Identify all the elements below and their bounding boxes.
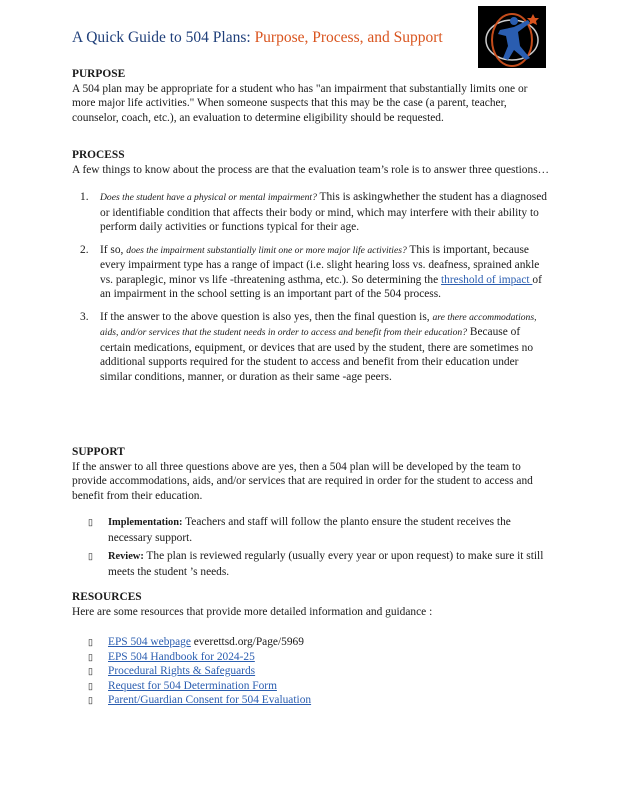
support-text: If the answer to all three questions above are yes, then a 504 plan will be developed by the team to provide accommodations, aids, and/or services that are required in order for the student to access and benefit from their education.: [72, 460, 533, 502]
resource-item-handbook: [72, 650, 552, 665]
bullet-icon: ▯: [88, 680, 93, 691]
question-1-text: Does the student have a physical or mental impairment?: [100, 192, 317, 203]
resource-item-consent: [72, 693, 552, 708]
eps-504-handbook-link[interactable]: EPS 504 Handbook for 2024-25: [108, 650, 255, 663]
logo-graphic: [478, 6, 546, 68]
resources-links: [72, 635, 552, 708]
support-heading: SUPPORT: [72, 446, 125, 458]
support-bullet-implementation: ▯ Implementation: Teachers and staff will follow the planto ensure the student receives the necessary support.: [88, 516, 511, 544]
support-bullets: [72, 515, 552, 579]
resources-intro: Here are some resources that provide more detailed information and guidance :: [72, 605, 433, 618]
process-question-3: 3. If the answer to the above question is also yes, then the final question is, are there accommodations, aids, and/or services that the student needs in order to access and benefit from their education? Because of certain medications, equipment, or devices that are used by the student, there are sometimes no additional supports required for the student to access and benefit from their education under similar conditions, manner, or duration as their same -age peers.: [80, 310, 537, 383]
bullet-icon: ▯: [88, 551, 93, 561]
district-logo: [478, 6, 546, 68]
bullet-icon: ▯: [88, 637, 93, 647]
request-504-form-link[interactable]: Request for 504 Determination Form: [108, 679, 277, 692]
process-intro: A few things to know about the process are that the evaluation team’s role is to answer three questions…: [72, 163, 550, 176]
parent-consent-link[interactable]: Parent/Guardian Consent for 504 Evaluation: [108, 694, 312, 706]
resources-heading: RESOURCES: [72, 591, 142, 603]
purpose-heading: PURPOSE: [72, 68, 126, 80]
resource-item-rights: [72, 664, 552, 679]
support-section: [72, 445, 552, 579]
question-2-text: does the impairment substantially limit one or more major life activities?: [126, 244, 407, 256]
question-3-explanation: Because of certain medications, equipment, or devices that are used by the student, there are sometimes no additional supports required for the student to access and benefit from their education under similar conditions, manner, or duration as their same -age peers.: [100, 326, 534, 383]
resources-section: [72, 590, 552, 708]
process-heading: PROCESS: [72, 149, 125, 161]
resource-item-request-form: [72, 679, 552, 694]
question-3-text: are there accommodations, aids, and/or services that the student needs in order to access and benefit from their education?: [100, 311, 537, 338]
bullet-icon: ▯: [88, 517, 93, 527]
process-question-2: 2. If so, does the impairment substantially limit one or more major life activities? This is important, because every impairment type has a range of impact (i.e. slight hearing loss vs. deafness, sprained ankle vs. paraplegic, minor vs life -threatening asthma, etc.). So determining the threshold of impact of an impairment in the school setting is an important part of the 504 process.: [80, 243, 542, 300]
purpose-text: A 504 plan may be appropriate for a student who has "an impairment that substantially limits one or more major life activities." When someone suspects that this may be the case (a parent, teacher, counselor, coach, etc.), an evaluation to determine eligibility should be requested.: [72, 82, 528, 124]
bullet-icon: ▯: [88, 651, 93, 662]
bullet-icon: ▯: [88, 666, 93, 676]
page-title: [72, 31, 443, 46]
bullet-icon: ▯: [88, 695, 93, 705]
process-question-1: 1. Does the student have a physical or mental impairment? This is askingwhether the student has a diagnosed or identifiable condition that affects their body or mind, which may interfere with their ability to perform daily activities or functions typical for their age.: [80, 191, 547, 233]
eps-504-webpage-link[interactable]: EPS 504 webpage: [108, 636, 191, 648]
question-1-explanation: This is askingwhether the student has a diagnosed or identifiable condition that affects their body or mind, which may interfere with their ability to perform daily activities or functions typical for their age.: [100, 191, 547, 233]
support-bullet-review: ▯ Review: The plan is reviewed regularly (usually every year or upon request) to make sure it still meets the student ’s needs.: [88, 550, 544, 578]
threshold-of-impact-link[interactable]: threshold of impact: [441, 273, 533, 286]
procedural-rights-link[interactable]: Procedural Rights & Safeguards: [108, 665, 256, 677]
purpose-section: [72, 67, 552, 125]
title-main: A Quick Guide to 504 Plans:: [72, 29, 255, 46]
process-questions: [72, 190, 552, 384]
process-section: [72, 148, 552, 392]
resource-item-webpage: ▯ EPS 504 webpage everettsd.org/Page/5969: [88, 636, 304, 648]
title-accent: Purpose, Process, and Support: [254, 29, 443, 46]
